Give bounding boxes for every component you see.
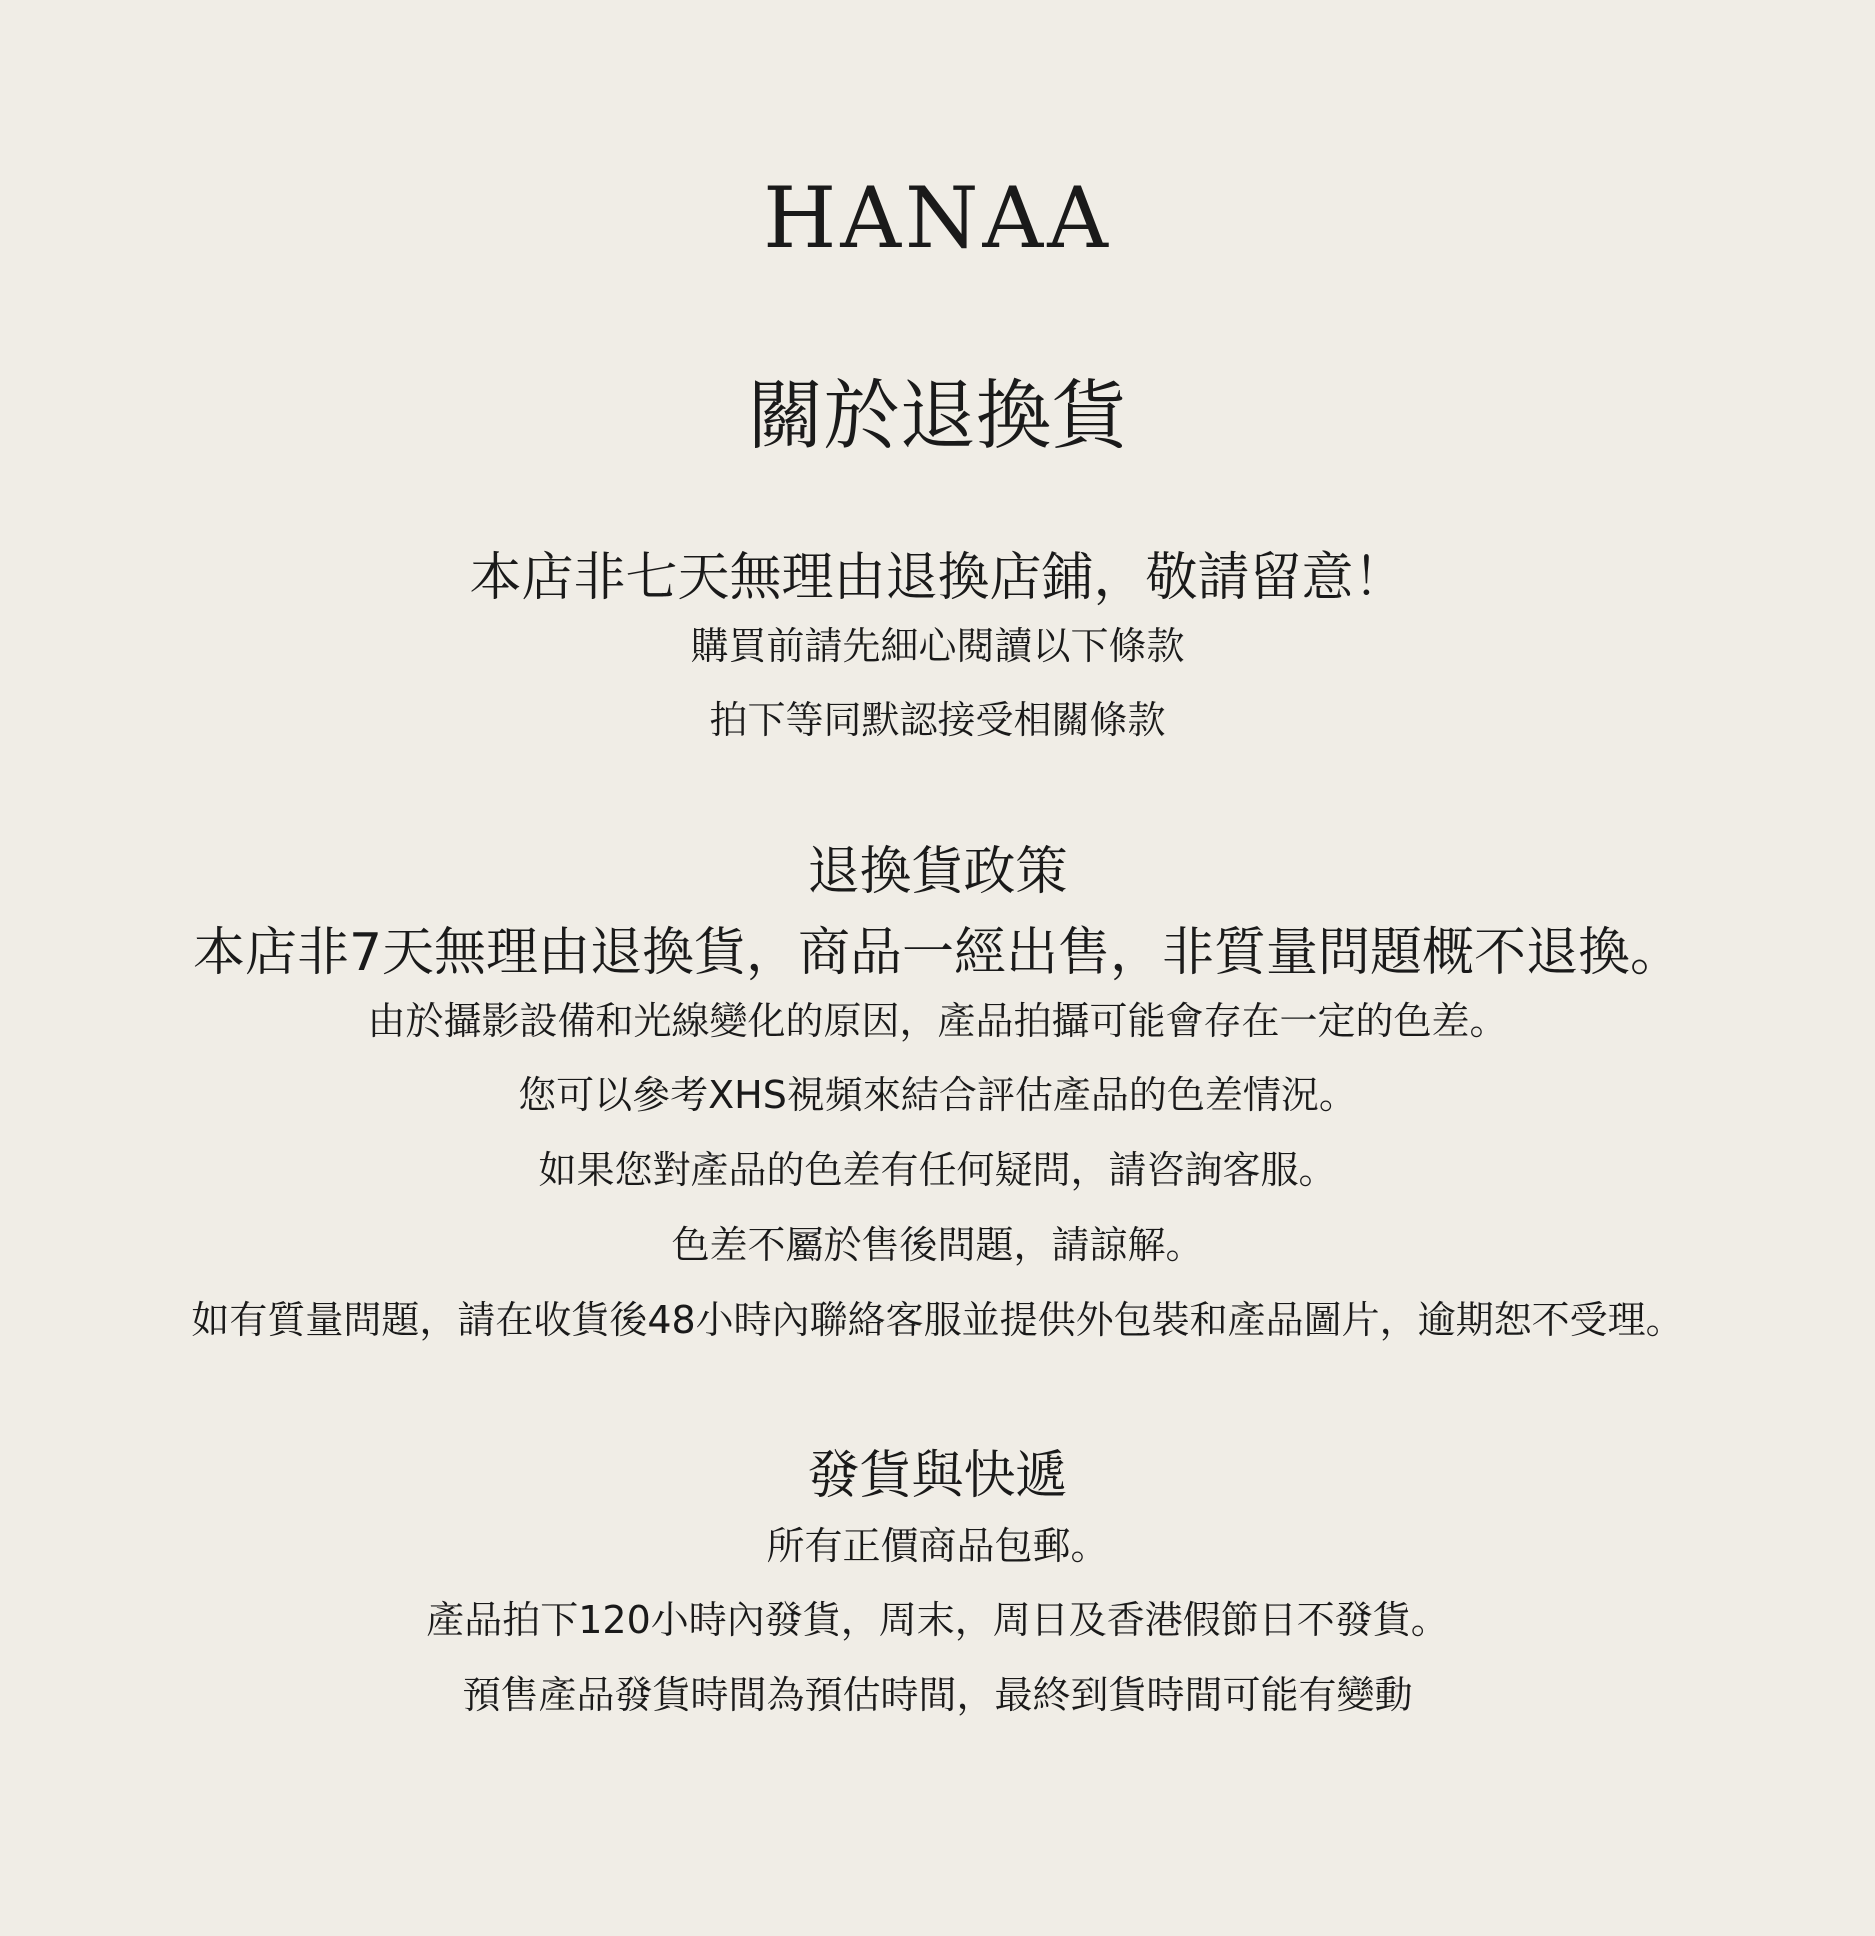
return-policy-statement: 本店非7天無理由退換貨，商品一經出售，非質量問題概不退換。 — [192, 923, 1683, 983]
notice-line: 購買前請先細心閱讀以下條款 — [690, 624, 1185, 668]
shipping-line: 預售產品發貨時間為預估時間，最終到貨時間可能有變動 — [462, 1673, 1413, 1717]
return-policy-line: 由於攝影設備和光線變化的原因，產品拍攝可能會存在一定的色差。 — [367, 999, 1508, 1043]
brand-logo: HANAA — [763, 169, 1112, 267]
notice-heading: 本店非七天無理由退換店鋪，敬請留意！ — [469, 548, 1406, 608]
shipping-line: 產品拍下120小時內發貨，周末，周日及香港假節日不發貨。 — [426, 1598, 1449, 1642]
return-policy-line: 如有質量問題，請在收貨後48小時內聯絡客服並提供外包裝和產品圖片，逾期恕不受理。 — [191, 1298, 1684, 1342]
return-policy-line: 您可以參考XHS視頻來結合評估產品的色差情況。 — [518, 1073, 1357, 1117]
shipping-line: 所有正價商品包郵。 — [766, 1524, 1109, 1568]
return-policy-line: 如果您對產品的色差有任何疑問，請咨詢客服。 — [538, 1148, 1337, 1192]
shipping-heading: 發貨與快遞 — [807, 1446, 1068, 1506]
return-policy-heading: 退換貨政策 — [807, 842, 1068, 902]
return-policy-line: 色差不屬於售後問題，請諒解。 — [671, 1223, 1204, 1267]
page-title: 關於退換貨 — [747, 371, 1128, 460]
notice-line: 拍下等同默認接受相關條款 — [709, 698, 1166, 742]
